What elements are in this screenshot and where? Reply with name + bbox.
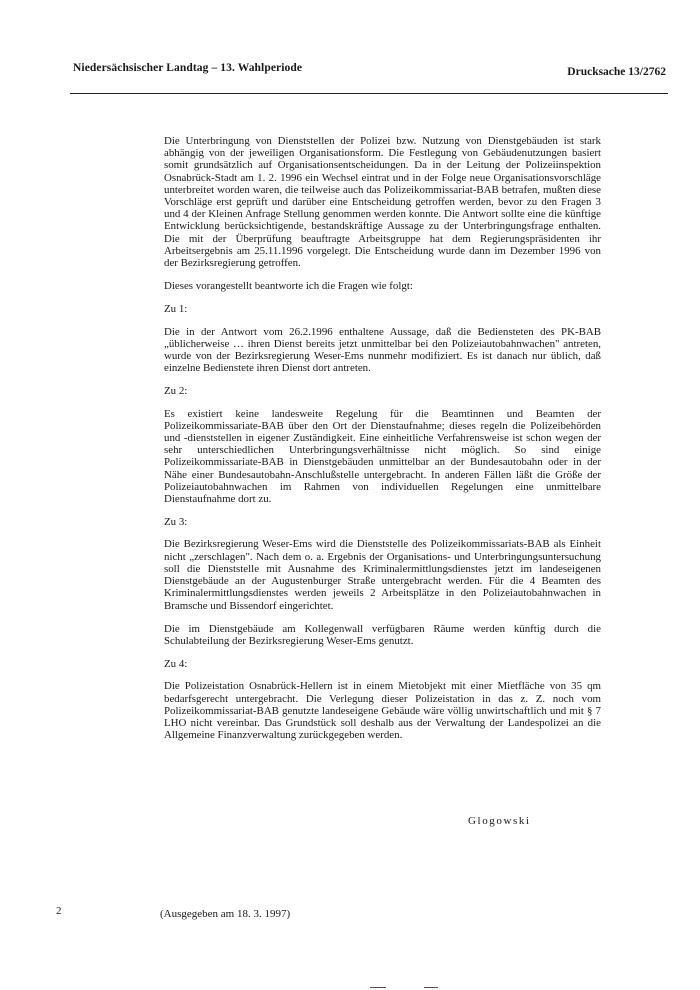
page-number: 2: [56, 905, 62, 917]
lead-in-paragraph: Dieses vorangestellt beantworte ich die Fragen wie folgt:: [164, 280, 413, 293]
document-number: Drucksache 13/2762: [567, 66, 666, 78]
answer-heading-2: Zu 2:: [164, 385, 188, 398]
answer-heading-4: Zu 4:: [164, 658, 188, 671]
answer-1-paragraph: Die in der Antwort vom 26.2.1996 enthaltene Aussage, daß die Bediensteten des PK-BAB „üblicherweise … ihren Dienst bereits jetzt unmittelbar bei den Polizeiautobahnwachen" antreten, wurde von der Bezirksregierung Weser-Ems nunmehr modifiziert. Es ist danach nur üblich, daß einzelne Bedienstete ihren Dienst dort antreten.: [164, 325, 601, 375]
header-title: Niedersächsischer Landtag – 13. Wahlperiode: [73, 62, 303, 74]
header-rule: [70, 93, 668, 94]
answer-heading-1: Zu 1:: [164, 303, 188, 316]
answer-2-paragraph: Es existiert keine landesweite Regelung für die Beamtinnen und Beamten der Polizeikommissariate-BAB über den Ort der Dienstaufnahme; dieses regeln die Polizeibehörden und -dienststellen in eigener Zuständigkeit. Eine einheitliche Verfahrensweise ist schon wegen der sehr unterschiedlichen Unterbringungsverhältnisse nicht möglich. So sind einige Polizeikommissariate-BAB in Dienstgebäuden unmittelbar an der Bundesautobahn oder in der Nähe einer Bundesautobahn-Anschlußstelle untergebracht. In anderen Fällen läßt die Größe der Polizeiautobahnwachen im Rahmen von individuellen Regelungen eine unmittelbare Dienstaufnahme dort zu.: [164, 407, 601, 506]
scan-marks: [370, 987, 490, 989]
issue-date-note: (Ausgegeben am 18. 3. 1997): [160, 908, 291, 920]
answer-heading-3: Zu 3:: [164, 516, 188, 529]
signature: Glogowski: [468, 815, 531, 827]
answer-4-paragraph: Die Polizeistation Osnabrück-Hellern ist in einem Mietobjekt mit einer Mietfläche von 35 qm bedarfsgerecht untergebracht. Die Verlegung dieser Polizeistation in das z. Z. noch vom Polizeikommissariat-BAB genutzte landeseigene Gebäude wäre völlig unwirtschaftlich und mit § 7 LHO nicht vereinbar. Das Grundstück soll deshalb aus der Verwaltung der Landespolizei an die Allgemeine Finanzverwaltung zurückgegeben werden.: [164, 680, 601, 742]
answer-3-paragraph: Die Bezirksregierung Weser-Ems wird die Dienststelle des Polizeikommissariats-BAB als Einheit nicht „zerschlagen". Nach dem o. a. Ergebnis der Organisations- und Unterbringungsuntersuchung soll die Dienststelle mit Ausnahme des Kriminalermittlungsdienstes jetzt im landeseigenen Dienstgebäude an der Augustenburger Straße untergebracht werden. Für die 4 Beamten des Kriminalermittlungsdienstes werden jeweils 2 Arbeitsplätze in den Polizeiautobahnwachen in Bramsche und Bissendorf eingerichtet.: [164, 538, 601, 612]
answer-3-paragraph-2: Die im Dienstgebäude am Kollegenwall verfügbaren Räume werden künftig durch die Schulabteilung der Bezirksregierung Weser-Ems genutzt.: [164, 622, 601, 647]
intro-paragraph: Die Unterbringung von Dienststellen der Polizei bzw. Nutzung von Dienstgebäuden ist stark abhängig von der jeweiligen Organisationsform. Die Festlegung von Gebäudenutzungen basiert somit grundsätzlich auf Organisationsentscheidungen. Da in der Leitung der Polizeiinspektion Osnabrück-Stadt am 1. 2. 1996 ein Wechsel eintrat und in der Folge neue Organisationsvorschläge unterbreitet worden waren, die teilweise auch das Polizeikommissariat-BAB betrafen, mußten diese Vorschläge erst geprüft und darüber eine Entscheidung getroffen werden, bevor zu den Fragen 3 und 4 der Kleinen Anfrage Stellung genommen werden konnte. Die Antwort sollte eine die künftige Entwicklung berücksichtigende, bestandskräftige Aussage zu der Unterbringungsfrage enthalten. Die mit der Überprüfung beauftragte Arbeitsgruppe hat dem Regierungspräsidenten ihr Arbeitsergebnis am 25.11.1996 vorgelegt. Die Entscheidung wurde dann im Dezember 1996 von der Bezirksregierung getroffen.: [164, 135, 601, 270]
document-body: [164, 135, 601, 752]
